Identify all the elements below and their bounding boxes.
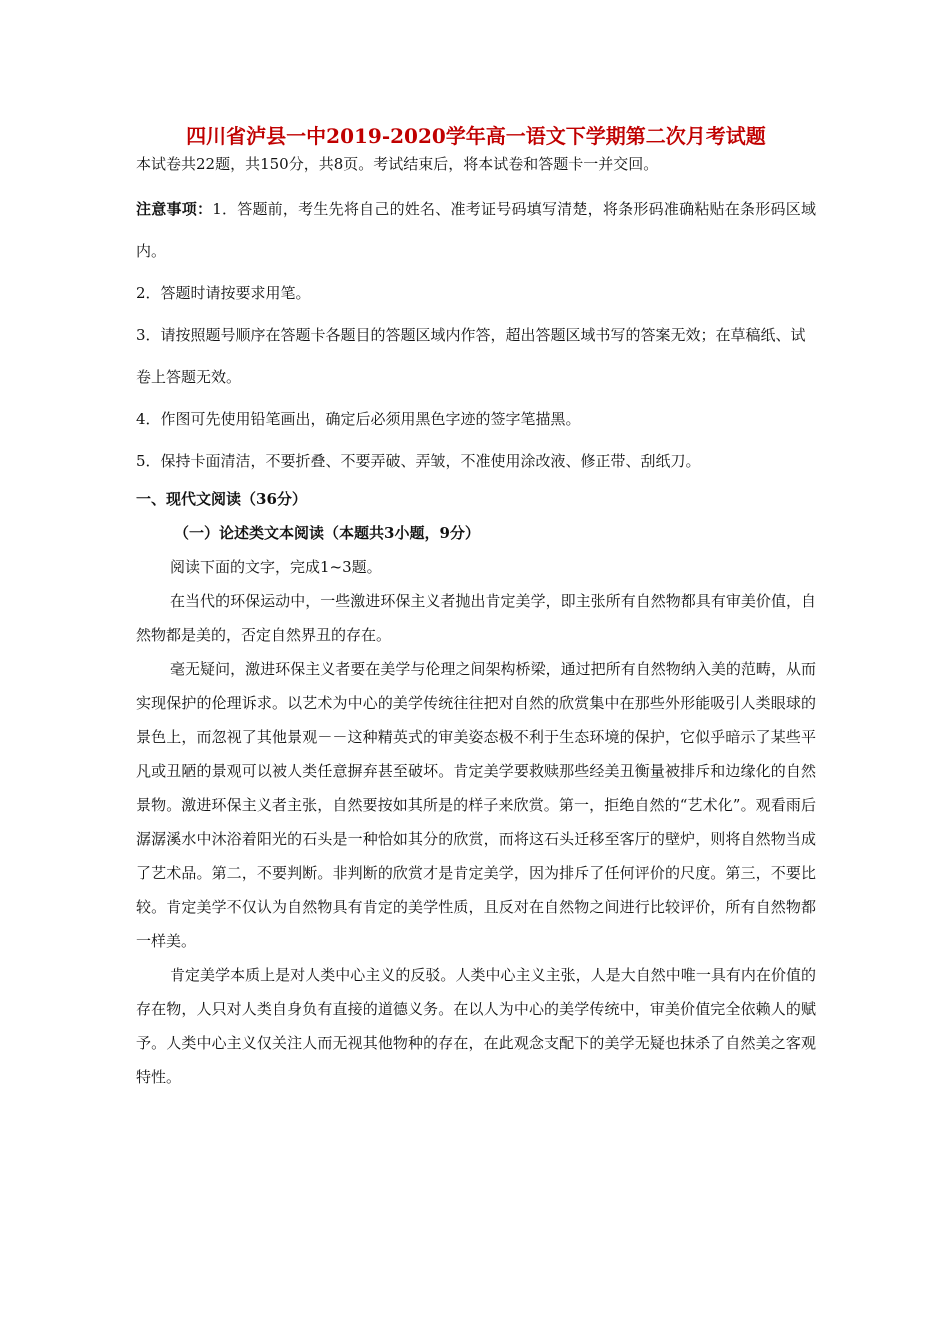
notice-item-4: 4．作图可先使用铅笔画出，确定后必须用黑色字迹的签字笔描黑。 [136, 410, 581, 428]
exam-intro: 本试卷共22题，共150分，共8页。考试结束后，将本试卷和答题卡一并交回。 [136, 155, 659, 173]
notice-item-2: 2．答题时请按要求用笔。 [136, 284, 311, 302]
notice-item-5: 5．保持卡面清洁，不要折叠、不要弄破、弄皱，不准使用涂改液、修正带、刮纸刀。 [136, 452, 701, 470]
notice-label: 注意事项： [136, 200, 213, 218]
section-heading: 一、现代文阅读（36分） [136, 490, 307, 508]
body-paragraph-2: 毫无疑问，激进环保主义者要在美学与伦理之间架构桥梁，通过把所有自然物纳入美的范畴，从而实现保护的伦理诉求。以艺术为中心的美学传统往往把对自然的欣赏集中在那些外形能吸引人类眼球的景色上，而忽视了其他景观－－这种精英式的审美姿态极不利于生态环境的保护，它似乎暗示了某些平凡或丑陋的景观可以被人类任意摒弃甚至破坏。肯定美学要救赎那些经美丑衡量被排斥和边缘化的自然景物。激进环保主义者主张，自然要按如其所是的样子来欣赏。第一，拒绝自然的“艺术化”。观看雨后潺潺溪水中沐浴着阳光的石头是一种恰如其分的欣赏，而将这石头迁移至客厅的壁炉，则将自然物当成了艺术品。第二，不要判断。非判断的欣赏才是肯定美学，因为排斥了任何评价的尺度。第三，不要比较。肯定美学不仅认为自然物具有肯定的美学性质，且反对在自然物之间进行比较评价，所有自然物都一样美。 [136, 660, 816, 950]
document-title: 四川省泸县一中2019-2020学年高一语文下学期第二次月考试题 [186, 124, 766, 148]
body-paragraph-1: 在当代的环保运动中，一些激进环保主义者抛出肯定美学，即主张所有自然物都具有审美价值，自然物都是美的，否定自然界丑的存在。 [136, 592, 816, 644]
notice-text-1: 1．答题前，考生先将自己的姓名、准考证号码填写清楚，将条形码准确粘贴在条形码区域内。 [136, 200, 816, 260]
document-page [136, 118, 816, 1094]
body-paragraph-3: 肯定美学本质上是对人类中心主义的反驳。人类中心主义主张，人是大自然中唯一具有内在价值的存在物，人只对人类自身负有直接的道德义务。在以人为中心的美学传统中，审美价值完全依赖人的赋予。人类中心主义仅关注人而无视其他物种的存在，在此观念支配下的美学无疑也抹杀了自然美之客观特性。 [136, 966, 816, 1086]
reading-instruction: 阅读下面的文字，完成1~3题。 [170, 558, 382, 576]
notice-item-3: 3．请按照题号顺序在答题卡各题目的答题区域内作答，超出答题区域书写的答案无效；在草稿纸、试卷上答题无效。 [136, 326, 806, 386]
subsection-heading: （一）论述类文本阅读（本题共3小题，9分） [174, 524, 480, 542]
notice-item-1 [136, 188, 816, 272]
notice-block [136, 188, 816, 482]
